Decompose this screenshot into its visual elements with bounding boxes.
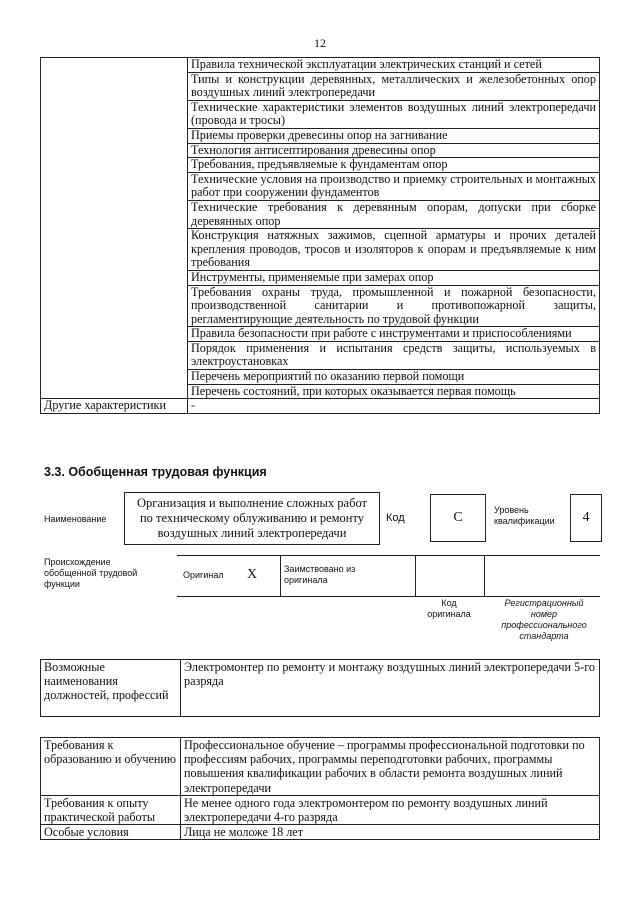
knowledge-item [188,285,600,327]
positions-value: Электромонтер по ремонту и монтажу воздушных линий электропередачи 5-го разряда [184,660,595,689]
knowledge-item-text: Порядок применения и испытания средств защиты, используемых в электроустановках [191,340,596,369]
other-value-cell [188,399,600,414]
knowledge-label-cell [41,58,188,399]
knowledge-item [188,143,600,158]
positions-label: Возможные наименования должностей, профессий [44,660,169,703]
code-value: C [453,510,463,525]
knowledge-item [188,58,600,73]
origin-row [177,555,600,597]
knowledge-item [188,172,600,200]
knowledge-item-text: Требования, предъявляемые к фундаментам опор [191,157,448,172]
registration-number-caption: Регистрационный номер профессионального стандарта [501,598,587,641]
knowledge-item [188,100,600,128]
table-row [41,795,600,824]
requirement-label: Особые условия [44,825,129,840]
function-name: Организация и выполнение сложных работ по техническому облуживанию и ремонту воздушных линий электропередачи [136,496,368,540]
knowledge-item-text: Типы и конструкции деревянных, металлических и железобетонных опор воздушных линий электропередачи [191,71,596,100]
knowledge-item [188,128,600,143]
requirement-label-cell [41,795,181,824]
knowledge-item-text: Технические условия на производство и приемку строительных и монтажных работ при сооружении фундаментов [191,171,596,200]
knowledge-item [188,327,600,342]
page-number: 12 [314,36,326,50]
knowledge-item-text: Требования охраны труда, промышленной и пожарной безопасности, производственной санитарии и противопожарной защиты, регламентирующие деятельность по трудовой функции [191,284,596,326]
requirement-value: Профессиональное обучение – программы профессиональной подготовки по профессиям рабочих, программы переподготовки рабочих, программы повышения квалификации рабочих в области ремонта воздушных линий электропередачи [184,738,585,795]
code-label: Код [386,512,405,524]
knowledge-item-text: Перечень состояний, при которых оказывается первая помощь [191,383,516,398]
knowledge-item-text: Правила безопасности при работе с инструментами и приспособлениями [191,326,572,341]
other-value: - [191,398,196,413]
table-row [41,738,600,796]
table-row [41,58,600,73]
knowledge-item [188,200,600,228]
table-row [41,825,600,840]
knowledge-item [188,229,600,271]
section-title: 3.3. Обобщенная трудовая функция [44,465,267,479]
knowledge-item-text: Приемы проверки древесины опор на загнивание [191,127,448,142]
other-label-cell [41,399,188,414]
knowledge-item [188,158,600,173]
knowledge-item-text: Перечень мероприятий по оказанию первой помощи [191,369,465,384]
knowledge-item-text: Конструкция натяжных зажимов, сцепной арматуры и прочих деталей крепления проводов, тросов и изоляторов к опорам и предъявляемые к ним требования [191,228,596,270]
borrowed-label: Заимствовано из оригинала [284,564,356,585]
code-box [430,494,486,542]
requirement-label-cell [41,825,181,840]
knowledge-item [188,72,600,100]
function-name-box [124,492,380,545]
positions-table [40,659,600,717]
knowledge-item [188,370,600,385]
original-mark: X [247,567,258,582]
requirement-label: Требования к опыту практической работы [44,795,156,825]
table-row [41,399,600,414]
level-label: Уровень квалификации [494,505,555,526]
knowledge-item [188,384,600,399]
table-row [41,660,600,717]
requirement-value-cell [181,825,600,840]
code-original-caption: Код оригинала [427,598,471,619]
knowledge-item-text: Правила технической эксплуатации электрических станций и сетей [191,57,542,71]
requirement-label: Требования к образованию и обучению [44,738,177,767]
knowledge-item-text: Технические требования к деревянным опорам, допуски при сборке деревянных опор [191,199,596,228]
requirement-value-cell [181,738,600,796]
requirements-table [40,737,600,840]
origin-label: Происхождение обобщенной трудовой функции [44,557,138,589]
requirement-value: Не менее одного года электромонтером по ремонту воздушных линий электропередачи 4-го разряда [184,795,548,825]
name-label: Наименование [44,514,107,524]
requirement-label-cell [41,738,181,796]
knowledge-item [188,270,600,285]
level-value: 4 [582,510,590,525]
level-box [570,494,602,542]
knowledge-item-text: Технология антисептирования древесины опор [191,142,436,157]
requirement-value-cell [181,795,600,824]
original-label: Оригинал [183,570,224,580]
knowledge-table [40,57,600,414]
knowledge-item-text: Технические характеристики элементов воздушных линий электропередачи (провода и тросы) [191,99,596,128]
other-label: Другие характеристики [44,398,166,413]
requirement-value: Лица не моложе 18 лет [184,825,304,840]
knowledge-item-text: Инструменты, применяемые при замерах опор [191,269,434,284]
knowledge-item [188,341,600,369]
